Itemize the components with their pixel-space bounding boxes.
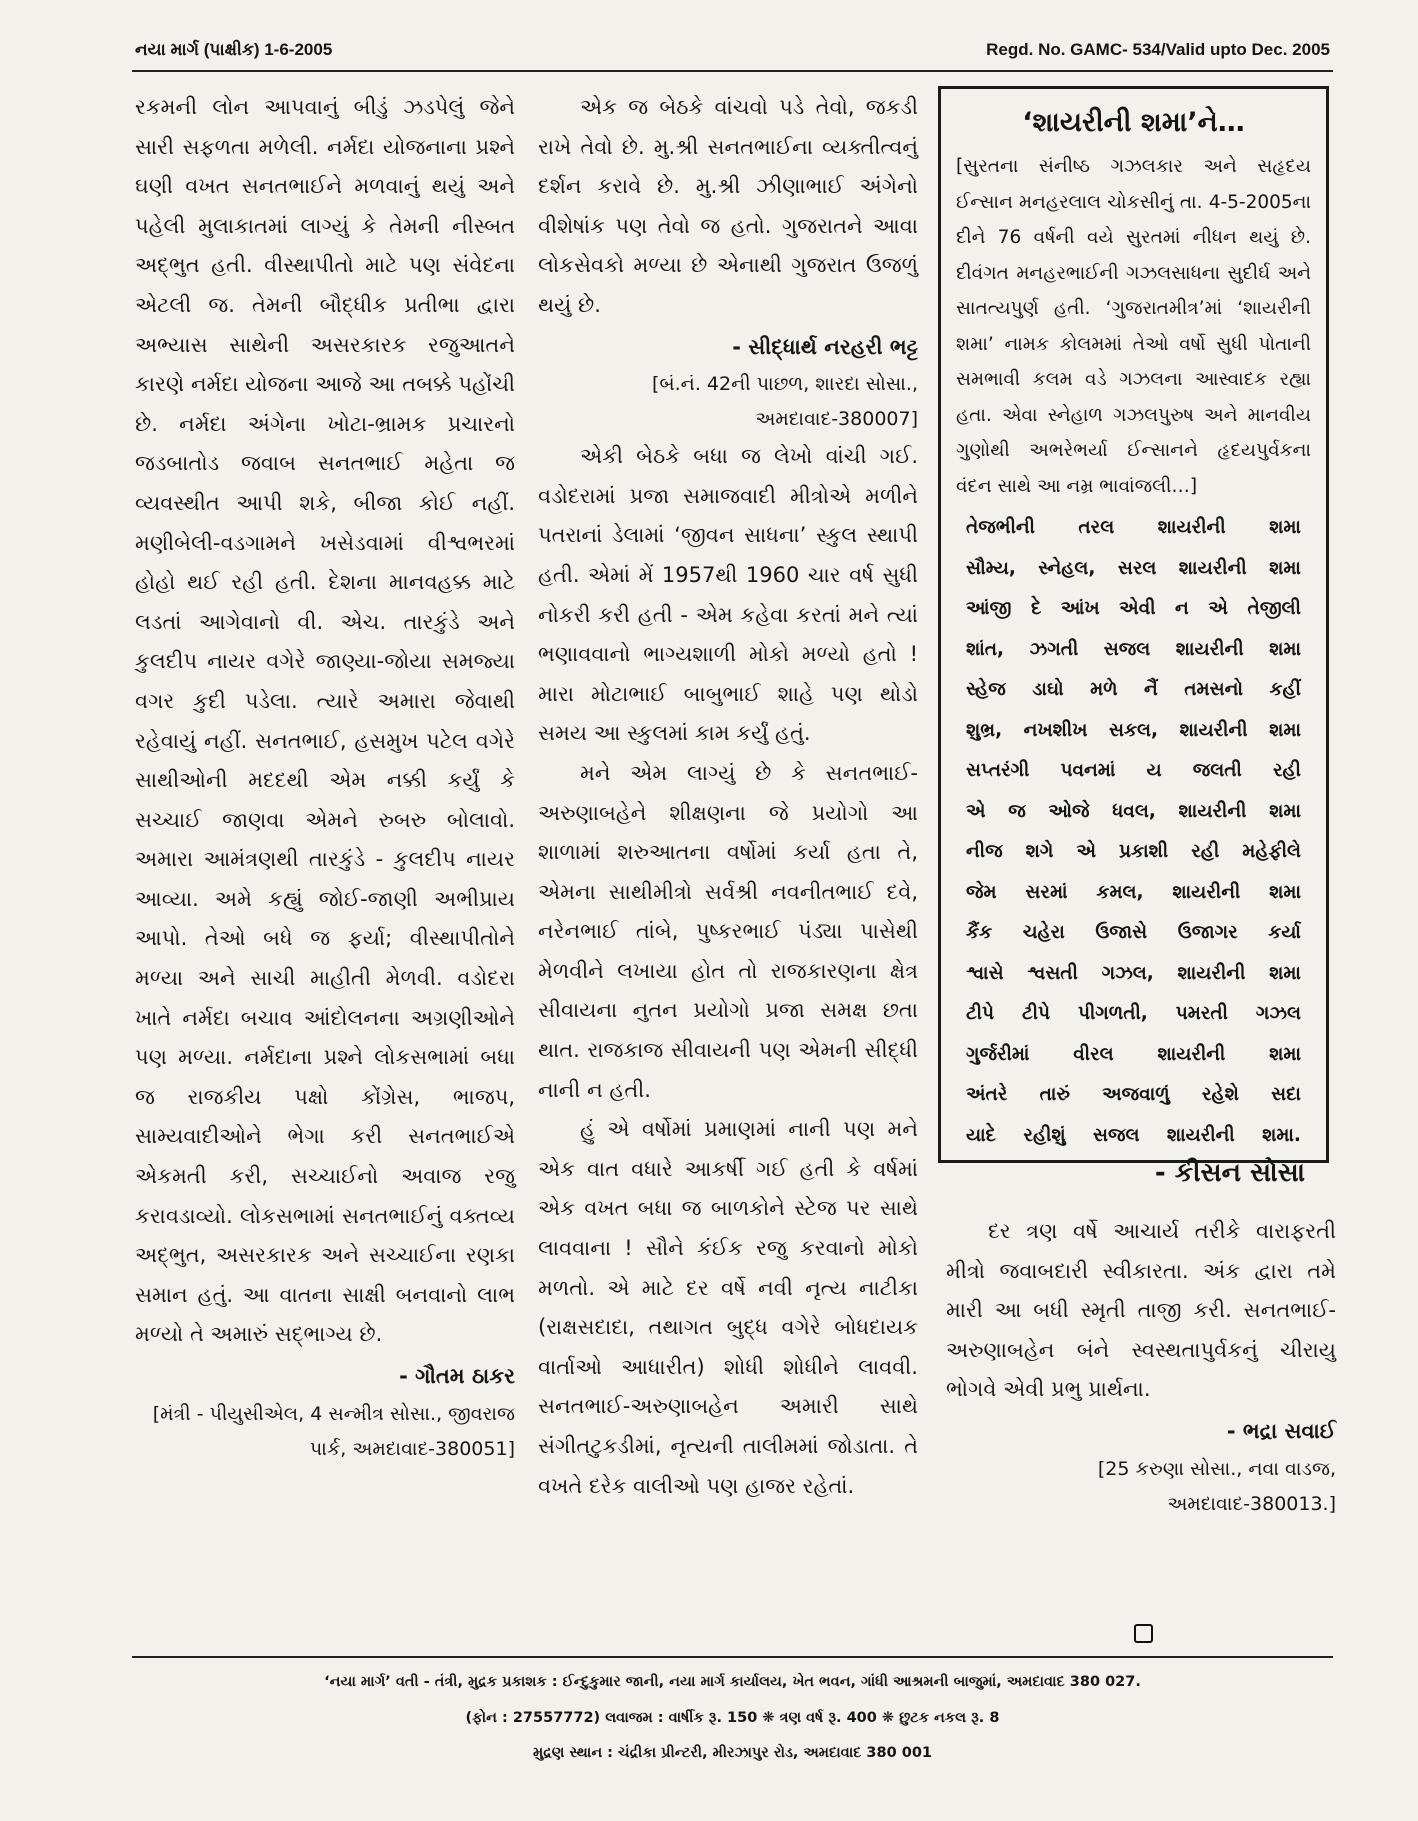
signature-bhadra: - ભદ્રા સવાઈ: [1226, 1418, 1336, 1443]
poem-line: સ્હેજ ડાઘો મળે નૈં તમસનો કહીં: [966, 679, 1301, 700]
header-rule: [132, 70, 1333, 72]
poem-line: ટીપે ટીપે પીગળતી, પમરતી ગઝલ: [966, 1003, 1301, 1024]
poem-line: કૈંક ચહેરા ઉજાસે ઉજાગર કર્યા: [966, 922, 1301, 943]
letter-siddharth-body: એક જ બેઠકે વાંચવો પડે તેવો, જકડી રાખે તેવો છે. મુ.શ્રી સનતભાઈના વ્યક્તીત્વનું દર્શન કરાવે છે. મુ.શ્રી ઝીણાભાઈ અંગેનો વીશેષાંક પણ તેવો જ હતો. ગુજરાતને આવા લોકસેવકો મળ્યા છે એનાથી ગુજરાત ઉજળું થયું છે.: [538, 95, 918, 317]
poem-line: શાંત, ઝગતી સજલ શાયરીની શમા: [966, 638, 1301, 660]
poem: [956, 508, 1311, 1156]
end-of-article-mark: [1134, 1624, 1153, 1643]
footer-subscription: (ફોન : 27557772) લવાજમ : વાર્ષીક રૂ. 150 ❋ ત્રણ વર્ષ રૂ. 400 ❋ છુટક નકલ રૂ. 8: [465, 1710, 1000, 1726]
letter-bhadra-para-4: દર ત્રણ વર્ષે આચાર્ય તરીકે વારાફરતી મીત્રો જવાબદારી સ્વીકારતા. અંક દ્વારા તમે મારી આ બધી સ્મૃતી તાજી કરી. સનતભાઈ-અરુણાબહેન બંને સ્વસ્થતાપુર્વકનું ચીરાયુ ભોગવે એવી પ્રભુ પ્રાર્થના.: [946, 1219, 1336, 1402]
poem-line: સૌમ્ય, સ્નેહલ, સરલ શાયરીની શમા: [966, 557, 1301, 579]
poem-line: તેજભીની તરલ શાયરીની શમા: [966, 517, 1301, 538]
column-1: [135, 88, 515, 1467]
tribute-box: [938, 86, 1329, 1188]
poem-line: શ્વાસે શ્વસતી ગઝલ, શાયરીની શમા: [966, 962, 1301, 984]
poem-line: અંતરે તારું અજવાળું રહેશે સદા: [966, 1084, 1301, 1105]
letter-bhadra-para-2: મને એમ લાગ્યું છે કે સનતભાઈ-અરુણાબહેને શીક્ષણના જે પ્રયોગો આ શાળામાં શરુઆતના વર્ષોમાં કર્યા હતા તે, એમના સાથીમીત્રો સર્વશ્રી નવનીતભાઈ દવે, નરેનભાઈ તાંબે, પુષ્કરભાઈ પંડ્યા પાસેથી મેળવીને લખાયા હોત તો રાજકારણના ક્ષેત્ર સીવાયના નુતન પ્રયોગો પ્રજા સમક્ષ છતા થાત. રાજકાજ સીવાયની પણ એમની સીદ્ધી નાની ન હતી.: [538, 760, 918, 1102]
footer-rule: [132, 1656, 1333, 1658]
letter-bhadra-para-1: એકી બેઠકે બધા જ લેખો વાંચી ગઈ. વડોદરામાં પ્રજા સમાજવાદી મીત્રોએ મળીને પતરાનાં ડેલામાં ‘જીવન સાધના’ સ્કુલ સ્થાપી હતી. એમાં મેં 1957થી 1960 ચાર વર્ષ સુધી નોકરી કરી હતી - એમ કહેવા કરતાં મને ત્યાં ભણાવવાનો ભાગ્યશાળી મોકો મળ્યો હતો ! મારા મોટાભાઈ બાબુભાઈ શાહે પણ થોડો સમય આ સ્કુલમાં કામ કર્યું હતું.: [538, 444, 918, 746]
address-gautam: [મંત્રી - પીયુસીએલ, 4 સન્મીત્ર સોસા., જીવરાજ પાર્ક, અમદાવાદ-380051]: [152, 1402, 515, 1460]
column-2: [538, 88, 918, 1506]
column-3: [946, 1212, 1336, 1522]
signature-gautam: - ગૌતમ ઠાકર: [399, 1364, 515, 1388]
signature-siddharth: - સીદ્ધાર્થ નરહરી ભટ્ટ: [732, 334, 918, 359]
footer-publisher: ‘નયા માર્ગ’ વતી - તંત્રી, મુદ્રક પ્રકાશક : ઈન્દુકુમાર જાની, નયા માર્ગ કાર્યાલય, ખેત ભવન, ગાંધી આશ્રમની બાજુમાં, અમદાવાદ 380 027.: [324, 1674, 1141, 1690]
letter-bhadra-para-3: હું એ વર્ષોમાં પ્રમાણમાં નાની પણ મને એક વાત વધારે આકર્ષી ગઈ હતી કે વર્ષમાં એક વખત બધા જ બાળકોને સ્ટેજ પર સાથે લાવવાના ! સૌને કંઈક રજુ કરવાનો મોકો મળતો. એ માટે દર વર્ષે નવી નૃત્ય નાટીકા (રાક્ષસદાદા, તથાગત બુદ્ધ વગેરે બોધદાયક વાર્તાઓ આધારીત) શોધી શોધીને લાવવી. સનતભાઈ-અરુણાબહેન અમારી સાથે સંગીતટુકડીમાં, નૃત્યની તાલીમમાં જોડાતા. તે વખતે દરેક વાલીઓ પણ હાજર રહેતાં.: [538, 1117, 918, 1498]
poem-line: આંજી દે આંખ એવી ન એ તેજીલી: [966, 598, 1301, 619]
tribute-title: ‘શાયરીની શમા’ને…: [1022, 107, 1245, 138]
tribute-intro: [સુરતના સંનીષ્ઠ ગઝલકાર અને સહૃદય ઈન્સાન મનહરલાલ ચોકસીનું તા. 4-5-2005ના દીને 76 વર્ષની વયે સુરતમાં નીધન થયું છે. દીવંગત મનહરભાઈની ગઝલસાધના સુદીર્ઘ અને સાતત્યપુર્ણ હતી. ‘ગુજરાતમીત્ર’માં ‘શાયરીની શમા’ નામક કોલમમાં તેઓ વર્ષો સુધી પોતાની સમભાવી કલમ વડે ગઝલના આસ્વાદક રહ્યા હતા. એવા સ્નેહાળ ગઝલપુરુષ અને માનવીય ગુણોથી અભરેભર્યા ઈન્સાનને હૃદયપુર્વકના વંદન સાથે આ નમ્ર ભાવાંજલી…]: [956, 156, 1311, 497]
poem-line: એ જ ઓજે ધવલ, શાયરીની શમા: [966, 800, 1301, 822]
page-header-right: Regd. No. GAMC- 534/Valid upto Dec. 2005: [986, 40, 1330, 59]
poem-line: યાદે રહીશું સજલ શાયરીની શમા.: [966, 1124, 1301, 1146]
page-header-left: નયા માર્ગ (પાક્ષીક) 1-6-2005: [135, 40, 333, 59]
poem-line: શુભ્ર, નખશીખ સકલ, શાયરીની શમા: [966, 719, 1301, 741]
address-bhadra: [25 કરુણા સોસા., નવા વાડજ, અમદાવાદ-380013.]: [1097, 1457, 1336, 1515]
footer-printer: મુદ્રણ સ્થાન : ચંદ્રીકા પ્રીન્ટરી, મીરઝાપુર રોડ, અમદાવાદ 380 001: [532, 1745, 933, 1761]
address-siddharth: [બં.નં. 42ની પાછળ, શારદા સોસા., અમદાવાદ-380007]: [651, 373, 918, 431]
poem-line: નીજ શગે એ પ્રકાશી રહી મહેફીલે: [966, 841, 1301, 862]
poem-line: સપ્તરંગી પવનમાં ય જલતી રહી: [966, 760, 1301, 781]
poem-line: જેમ સરમાં કમલ, શાયરીની શમા: [966, 881, 1301, 903]
poem-line: ગુર્જરીમાં વીરલ શાયરીની શમા: [966, 1043, 1301, 1065]
signature-kisan: - કીસન સોસા: [1154, 1158, 1305, 1188]
letter-gautam-body: રકમની લોન આપવાનું બીડું ઝડપેલું જેને સારી સફળતા મળેલી. નર્મદા યોજનાના પ્રશ્ને ઘણી વખત સનતભાઈને મળવાનું થયું અને પહેલી મુલાકાતમાં લાગ્યું કે તેમની નીસ્બત અદ્ભુત હતી. વીસ્થાપીતો માટે પણ સંવેદના એટલી જ. તેમની બૌદ્ધીક પ્રતીભા દ્વારા અભ્યાસ સાથેની અસરકારક રજુઆતને કારણે નર્મદા યોજના આજે આ તબક્કે પહોંચી છે. નર્મદા અંગેના ખોટા-ભ્રામક પ્રચારનો જડબાતોડ જવાબ સનતભાઈ મહેતા જ વ્યવસ્થીત આપી શકે, બીજા કોઈ નહીં. મણીબેલી-વડગામને ખસેડવામાં વીશ્વભરમાં હોહો થઈ રહી હતી. દેશના માનવહક્ક માટે લડતાં આગેવાનો વી. એચ. તારકુંડે અને કુલદીપ નાયર વગેરે જાણ્યા-જોયા સમજ્યા વગર કુદી પડેલા. ત્યારે અમારા જેવાથી રહેવાયું નહીં. સનતભાઈ, હસમુખ પટેલ વગેરે સાથીઓની મદદથી એમ નક્કી કર્યું કે સચ્ચાઈ જાણવા એમને રુબરુ બોલાવો. અમારા આમંત્રણથી તારકુંડે - કુલદીપ નાયર આવ્યા. અમે કહ્યું જોઈ-જાણી અભીપ્રાય આપો. તેઓ બધે જ ફર્યા; વીસ્થાપીતોને મળ્યા અને સાચી માહીતી મેળવી. વડોદરા ખાતે નર્મદા બચાવ આંદોલનના અગ્રણીઓને પણ મળ્યા. નર્મદાના પ્રશ્ને લોકસભામાં બધા જ રાજકીય પક્ષો કોંગ્રેસ, ભાજપ, સામ્યવાદીઓને ભેગા કરી સનતભાઈએ એકમતી કરી, સચ્ચાઈનો અવાજ રજુ કરાવડાવ્યો. લોકસભામાં સનતભાઈનું વક્તવ્ય અદ્ભુત, અસરકારક અને સચ્ચાઈના રણકા સમાન હતું. આ વાતના સાક્ષી બનવાનો લાભ મળ્યો તે અમારું સદ્ભાગ્ય છે.: [135, 95, 515, 1347]
